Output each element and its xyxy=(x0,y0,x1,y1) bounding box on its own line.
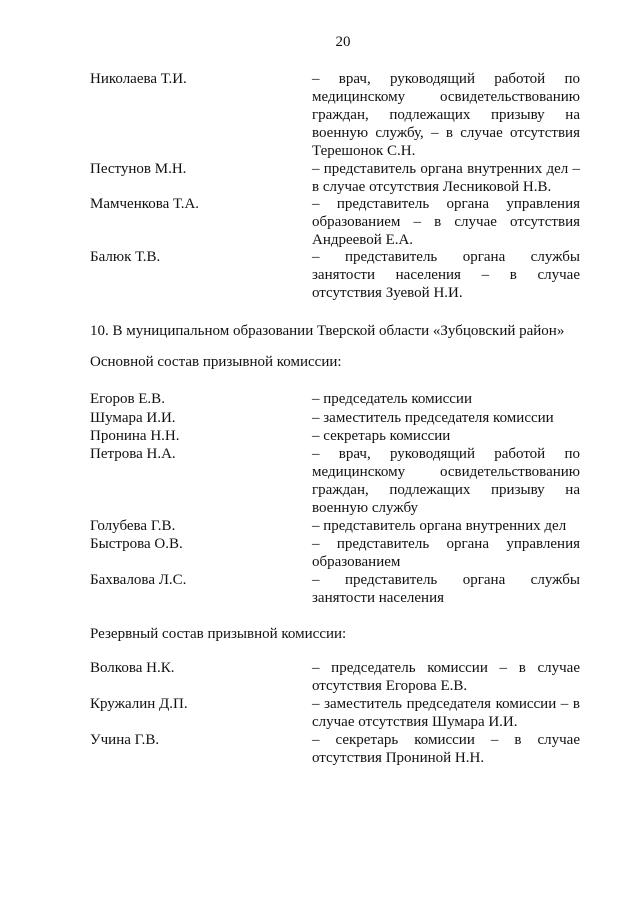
member-role: – представитель органа управления образованием xyxy=(312,536,580,570)
member-role: – председатель комиссии xyxy=(312,391,472,407)
page-number: 20 xyxy=(335,34,351,50)
member-role: – представитель органа управления образованием – в случае отсутствия Андреевой Е.А. xyxy=(312,196,580,248)
member-role: – врач, руководящий работой по медицинскому освидетельствованию граждан, подлежащих призыву на военную службу, – в случае отсутствия Терешонок С.Н. xyxy=(312,71,580,159)
member-name: Шумара И.И. xyxy=(90,410,176,426)
member-role: – представитель органа службы занятости населения – в случае отсутствия Зуевой Н.И. xyxy=(312,249,580,301)
member-name: Голубева Г.В. xyxy=(90,518,176,534)
member-name: Петрова Н.А. xyxy=(90,446,176,462)
member-name: Балюк Т.В. xyxy=(90,249,161,265)
member-role: – секретарь комиссии – в случае отсутствия Прониной Н.Н. xyxy=(312,732,580,766)
member-name: Николаева Т.И. xyxy=(90,71,187,87)
member-role: – заместитель председателя комиссии – в случае отсутствия Шумара И.И. xyxy=(312,696,580,730)
member-role: – заместитель председателя комиссии xyxy=(312,410,554,426)
member-role: – врач, руководящий работой по медицинскому освидетельствованию граждан, подлежащих призыву на военную службу xyxy=(312,446,580,516)
member-name: Егоров Е.В. xyxy=(90,391,165,407)
member-role: – представитель органа службы занятости населения xyxy=(312,572,580,606)
member-name: Мамченкова Т.А. xyxy=(90,196,200,212)
member-name: Кружалин Д.П. xyxy=(90,696,188,712)
member-name: Пестунов М.Н. xyxy=(90,161,187,177)
reserve-composition-heading: Резервный состав призывной комиссии: xyxy=(90,626,347,642)
member-name: Пронина Н.Н. xyxy=(90,428,180,444)
member-name: Бахвалова Л.С. xyxy=(90,572,187,588)
section-heading: 10. В муниципальном образовании Тверской области «Зубцовский район» xyxy=(90,323,565,339)
member-role: – председатель комиссии – в случае отсутствия Егорова Е.В. xyxy=(312,660,580,694)
member-role: – представитель органа внутренних дел – в случае отсутствия Лесниковой Н.В. xyxy=(312,161,580,195)
member-role: – секретарь комиссии xyxy=(312,428,451,444)
member-role: – представитель органа внутренних дел xyxy=(312,518,567,534)
member-name: Быстрова О.В. xyxy=(90,536,183,552)
member-name: Учина Г.В. xyxy=(90,732,160,748)
member-name: Волкова Н.К. xyxy=(90,660,175,676)
main-composition-heading: Основной состав призывной комиссии: xyxy=(90,354,342,370)
